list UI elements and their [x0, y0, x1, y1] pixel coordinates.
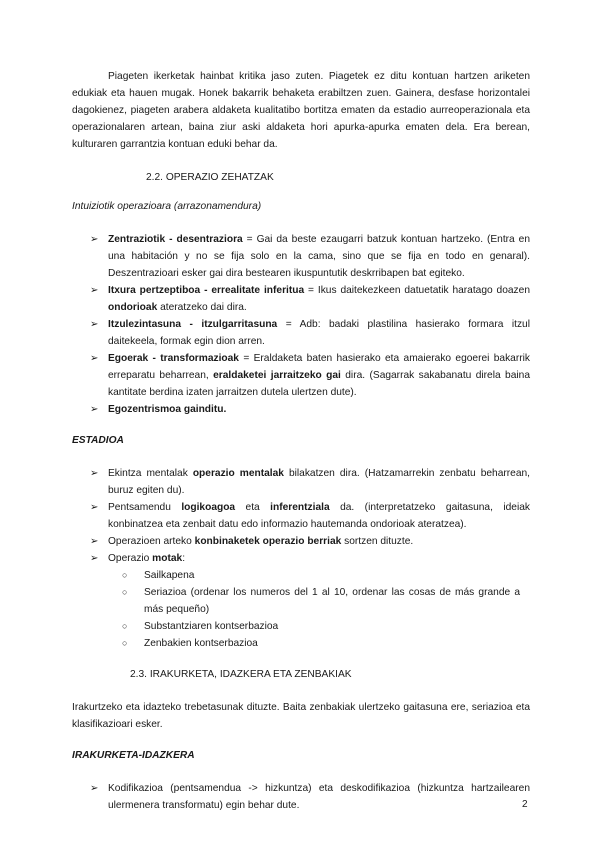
emphasis: motak — [152, 553, 183, 564]
arrow-bullet-icon: ➢ — [90, 783, 99, 794]
emphasis: logikoagoa — [181, 502, 236, 513]
intro-paragraph: Piageten ikerketak hainbat kritika jaso zuten. Piagetek ez ditu kontuan hartzen ariketen edukiak eta hauen mugak. Honek bakarrik behaketa erabiltzen zuen. Gainera, desfase horizontalei dagokienez, piageten arabera aldaketa kualitatibo bortitza ematen da estadio aurreoperazionala eta operazionalaren artean, baina ziur aski aldaketa hori apurka-apurka ematen dela. Era berean, kulturaren garrantzia kontuan eduki behar da. — [72, 71, 530, 150]
circle-bullet-icon: ○ — [122, 587, 128, 597]
term: Itzulezintasuna - itzulgarritasuna — [108, 319, 278, 330]
arrow-bullet-icon: ➢ — [90, 468, 99, 479]
text: Zenbakien kontserbazioa — [144, 638, 258, 649]
emphasis: ondorioak — [108, 302, 158, 313]
paragraph-2-3: Irakurtzeko eta idazteko trebetasunak dituzte. Baita zenbakiak ulertzeko gaitasuna ere, seriazioa eta klasifikazioari esker. — [72, 702, 530, 730]
list-item — [72, 401, 530, 418]
list-item — [72, 465, 530, 499]
list-item — [72, 499, 530, 533]
arrow-bullet-icon: ➢ — [90, 319, 99, 330]
arrow-bullet-icon: ➢ — [90, 285, 99, 296]
subheading-irakurketa: IRAKURKETA-IDAZKERA — [72, 750, 195, 761]
text: : — [182, 553, 186, 564]
list-item — [72, 231, 530, 282]
definition: = Eraldaketa baten hasierako eta amaierako egoerei bakarrik erreparatu beharrean, — [108, 353, 530, 381]
text: Substantziaren kontserbazioa — [144, 621, 279, 632]
section-heading-2-2: 2.2. OPERAZIO ZEHATZAK — [146, 172, 274, 183]
text: Sailkapena — [144, 570, 195, 581]
page-number: 2 — [522, 799, 528, 810]
arrow-bullet-icon: ➢ — [90, 553, 99, 564]
emphasis: eraldaketei jarraitzeko gai — [213, 370, 341, 381]
document-page — [72, 68, 530, 814]
list-item — [108, 584, 530, 618]
definition: = Gai da beste ezaugarri batzuk kontuan hartzeko. (Entra en una habitación y no se fija solo en la cama, sino que se fija en todo en genaral). Deszentrazioari esker gai dira bestearen ikuspuntutik deskrribapen bat egiteko. — [108, 234, 531, 279]
term: Egozentrismoa gainditu. — [108, 404, 227, 415]
definition: = Adb: badaki plastilina hasierako formara itzul daitekeela, formak egin dion arren. — [108, 319, 530, 347]
arrow-bullet-icon: ➢ — [90, 502, 99, 513]
intuitive-list — [72, 231, 530, 418]
irakurketa-list — [72, 780, 530, 814]
list-item — [72, 316, 530, 350]
list-item — [72, 533, 530, 550]
circle-bullet-icon: ○ — [122, 570, 128, 580]
text: da. (interpretatzeko gaitasuna, ideiak konbinatzea eta zenbait datu edo informazio hautemanda ondorioak ateratzea). — [108, 502, 530, 530]
arrow-bullet-icon: ➢ — [90, 234, 99, 245]
list-item — [108, 618, 530, 635]
list-item — [108, 635, 530, 652]
definition-end: ateratzeko dai dira. — [157, 302, 247, 313]
term: Itxura pertzeptiboa - errealitate inferitua — [108, 285, 305, 296]
text: sortzen dituzte. — [341, 536, 414, 547]
section-heading-2-3: 2.3. IRAKURKETA, IDAZKERA ETA ZENBAKIAK — [130, 669, 352, 680]
motak-list — [108, 567, 530, 652]
definition: = Ikus daitekezkeen datuetatik haratago doazen — [304, 285, 530, 296]
text: Pentsamendu — [108, 502, 182, 513]
arrow-bullet-icon: ➢ — [90, 353, 99, 364]
text: Operazioen arteko — [108, 536, 195, 547]
subheading-intuitive: Intuiziotik operazioara (arrazonamendura) — [72, 201, 262, 212]
emphasis: inferentziala — [270, 502, 330, 513]
list-item — [108, 567, 530, 584]
emphasis: operazio mentalak — [192, 468, 284, 479]
estadioa-list — [72, 465, 530, 652]
term: Zentraziotik - desentraziora — [108, 234, 243, 245]
term: Egoerak - transformazioak — [108, 353, 239, 364]
list-item — [72, 780, 530, 814]
circle-bullet-icon: ○ — [122, 621, 128, 631]
arrow-bullet-icon: ➢ — [90, 404, 99, 415]
circle-bullet-icon: ○ — [122, 638, 128, 648]
definition-end: dira. (Sagarrak sakabanatu direla baina kantitate berdina izaten jarraitzen dutela ulertzen dute). — [108, 370, 530, 398]
text: Kodifikazioa (pentsamendua -> hizkuntza) eta deskodifikazioa (hizkuntza hartzailearen ulermenera transformatu) egin behar dute. — [108, 783, 530, 811]
list-item — [72, 550, 530, 652]
text: Operazio — [108, 553, 153, 564]
list-item — [72, 350, 530, 401]
subheading-estadioa: ESTADIOA — [72, 435, 124, 446]
list-item — [72, 282, 530, 316]
text: Ekintza mentalak — [108, 468, 193, 479]
text: bilakatzen dira. (Hatzamarrekin zenbatu beharrean, buruz egiten du). — [108, 468, 530, 496]
text: eta — [235, 502, 271, 513]
emphasis: konbinaketek operazio berriak — [194, 536, 342, 547]
text: Seriazioa (ordenar los numeros del 1 al 10, ordenar las cosas de más grande a más pequeño) — [144, 587, 520, 615]
arrow-bullet-icon: ➢ — [90, 536, 99, 547]
